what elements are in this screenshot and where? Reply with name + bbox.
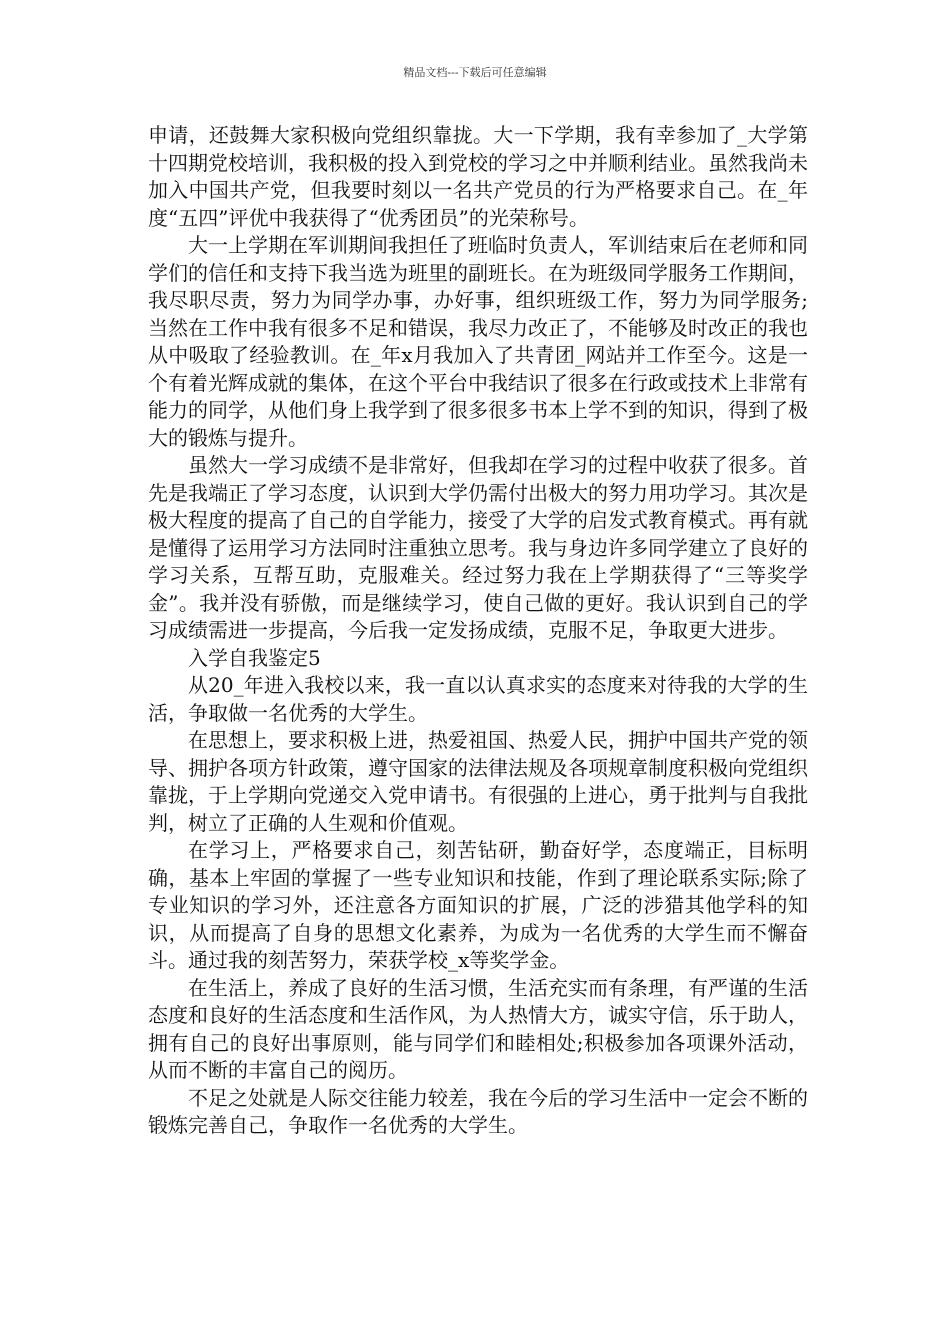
paragraph-shortcomings: 不足之处就是人际交往能力较差，我在今后的学习生活中一定会不断的锻炼完善自己，争取作一名优秀的大学生。	[148, 1085, 808, 1137]
paragraph-study: 在学习上，严格要求自己，刻苦钻研，勤奋好学，态度端正，目标明确，基本上牢固的掌握了一些专业知识和技能，作到了理论联系实际;除了专业知识的学习外，还注意各方面知识的扩展，广泛的涉猎其他学科的知识，从而提高了自身的思想文化素养，为成为一名优秀的大学生而不懈奋斗。通过我的刻苦努力，荣获学校_x等奖学金。	[148, 838, 808, 972]
document-body	[148, 122, 808, 1140]
page-header: 精品文档---下载后可任意编辑	[403, 66, 547, 79]
paragraph-study-gains: 虽然大一学习成绩不是非常好，但我却在学习的过程中收获了很多。首先是我端正了学习态度，认识到大学仍需付出极大的努力用功学习。其次是极大程度的提高了自己的自学能力，接受了大学的启发式教育模式。再有就是懂得了运用学习方法同时注重独立思考。我与身边许多同学建立了良好的学习关系，互帮互助，克服难关。经过努力我在上学期获得了“三等奖学金”。我并没有骄傲，而是继续学习，使自己做的更好。我认识到自己的学习成绩需进一步提高，今后我一定发扬成绩，克服不足，争取更大进步。	[148, 453, 808, 642]
paragraph-intro: 从20_年进入我校以来，我一直以认真求实的态度来对待我的大学的生活，争取做一名优秀的大学生。	[148, 673, 808, 725]
paragraph-thought: 在思想上，要求积极上进，热爱祖国、热爱人民，拥护中国共产党的领导、拥护各项方针政策，遵守国家的法律法规及各项规章制度积极向党组织靠拢，于上学期向党递交入党申请书。有很强的上进心，勇于批判与自我批判，树立了正确的人生观和价值观。	[148, 728, 808, 835]
section-heading: 入学自我鉴定5	[188, 645, 321, 670]
paragraph-party-school: 申请，还鼓舞大家积极向党组织靠拢。大一下学期，我有幸参加了_大学第十四期党校培训，我积极的投入到党校的学习之中并顺利结业。虽然我尚未加入中国共产党，但我要时刻以一名共产党员的行为严格要求自己。在_年度“五四”评优中我获得了“优秀团员”的光荣称号。	[148, 123, 808, 230]
paragraph-class-monitor: 大一上学期在军训期间我担任了班临时负责人，军训结束后在老师和同学们的信任和支持下我当选为班里的副班长。在为班级同学服务工作期间，我尽职尽责，努力为同学办事，办好事，组织班级工作，努力为同学服务;当然在工作中我有很多不足和错误，我尽力改正了，不能够及时改正的我也从中吸取了经验教训。在_年x月我加入了共青团_网站并工作至今。这是一个有着光辉成就的集体，在这个平台中我结识了很多在行政或技术上非常有能力的同学，从他们身上我学到了很多很多书本上学不到的知识，得到了极大的锻炼与提升。	[148, 233, 808, 450]
paragraph-life: 在生活上，养成了良好的生活习惯，生活充实而有条理，有严谨的生活态度和良好的生活态度和生活作风，为人热情大方，诚实守信，乐于助人，拥有自己的良好出事原则，能与同学们和睦相处;积极参加各项课外活动，从而不断的丰富自己的阅历。	[148, 975, 808, 1082]
